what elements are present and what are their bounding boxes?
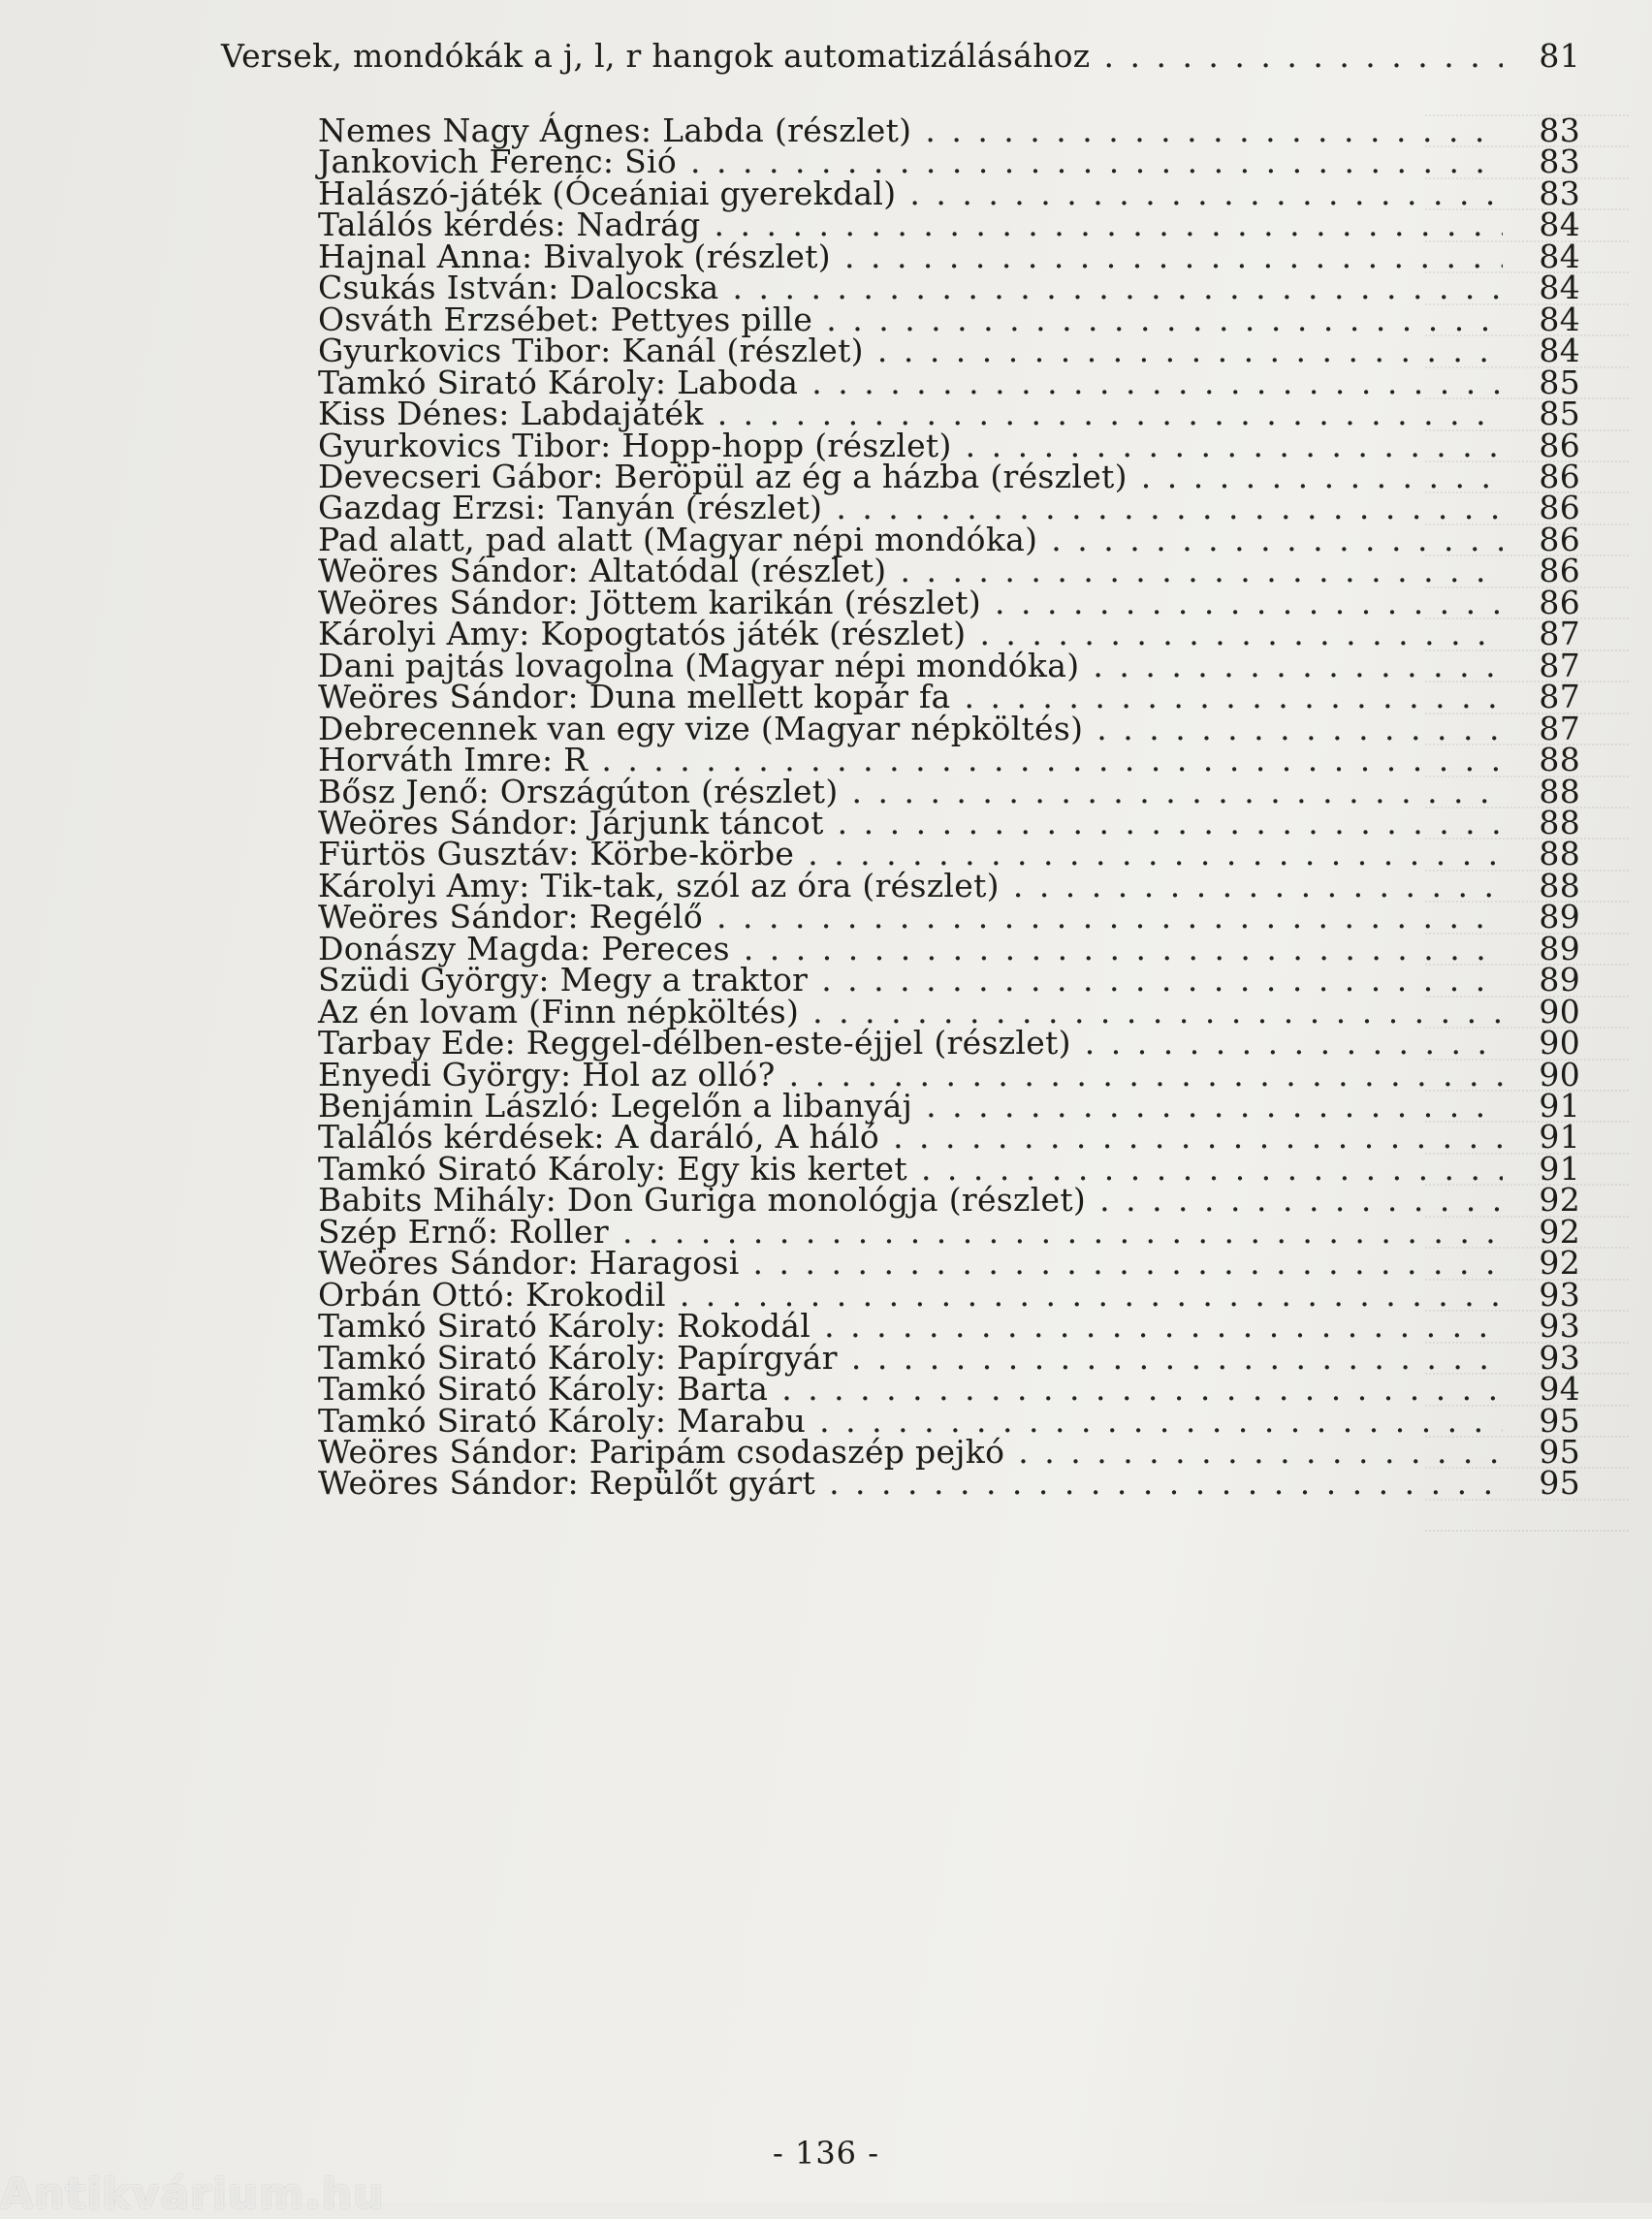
toc-entry (318, 1464, 1580, 1503)
entry-page-number: 94 (1539, 1370, 1580, 1408)
entry-title: Weöres Sándor: Repülőt gyárt (318, 1464, 816, 1503)
show-through-mark (1425, 744, 1629, 746)
entry-page-number: 84 (1539, 300, 1580, 338)
watermark-logo: Antikvárium.hu (0, 2170, 385, 2219)
entry-page-number: 83 (1539, 174, 1580, 212)
entry-title: Orbán Ottó: Krokodil (318, 1275, 666, 1314)
section-page-number: 81 (1539, 37, 1580, 75)
entry-page-number: 87 (1539, 678, 1580, 716)
entry-title: Tamkó Sirató Károly: Egy kis kertet (318, 1149, 907, 1188)
entry-page-number: 87 (1539, 615, 1580, 653)
entry-page-number: 90 (1539, 992, 1580, 1030)
show-through-mark (1425, 964, 1629, 967)
entry-title: Találós kérdések: A daráló, A háló (318, 1118, 880, 1157)
show-through-mark (1425, 460, 1629, 463)
entry-page-number: 92 (1539, 1244, 1580, 1283)
dot-leader (829, 1464, 1503, 1503)
entry-page-number: 88 (1539, 741, 1580, 778)
show-through-mark (1425, 303, 1629, 306)
entry-page-number: 93 (1539, 1275, 1580, 1314)
show-through-mark (1425, 1342, 1629, 1345)
entry-title: Gyurkovics Tibor: Hopp-hopp (részlet) (318, 426, 952, 464)
show-through-mark (1425, 491, 1629, 494)
entry-title: Tamkó Sirató Károly: Marabu (318, 1401, 807, 1440)
entry-title: Enyedi György: Hol az olló? (318, 1055, 776, 1094)
show-through-mark (1425, 334, 1629, 337)
entry-page-number: 84 (1539, 332, 1580, 370)
show-through-mark (1425, 397, 1629, 400)
entry-title: Találós kérdés: Nadrág (318, 206, 701, 244)
show-through-mark (1425, 240, 1629, 243)
entry-title: Osváth Erzsébet: Pettyes pille (318, 300, 813, 338)
entry-title: Fürtös Gusztáv: Körbe-körbe (318, 835, 795, 873)
entry-page-number: 84 (1539, 269, 1580, 307)
entry-page-number: 84 (1539, 237, 1580, 275)
show-through-mark (1425, 650, 1629, 652)
entry-title: Gyurkovics Tibor: Kanál (részlet) (318, 332, 864, 370)
entry-title: Dani pajtás lovagolna (Magyar népi mondóka) (318, 646, 1080, 684)
entry-page-number: 85 (1539, 395, 1580, 433)
entry-page-number: 91 (1539, 1149, 1580, 1188)
show-through-mark (1425, 838, 1629, 840)
show-through-mark (1425, 145, 1629, 148)
entry-title: Weöres Sándor: Altatódal (részlet) (318, 552, 887, 590)
show-through-mark (1425, 618, 1629, 620)
show-through-mark (1425, 1279, 1629, 1282)
entry-page-number: 86 (1539, 458, 1580, 495)
entry-title: Weöres Sándor: Haragosi (318, 1244, 740, 1283)
entry-page-number: 85 (1539, 363, 1580, 401)
entry-title: Hajnal Anna: Bivalyok (részlet) (318, 237, 831, 275)
show-through-mark (1425, 1121, 1629, 1124)
show-through-mark (1425, 523, 1629, 526)
entry-title: Weöres Sándor: Duna mellett kopár fa (318, 678, 951, 716)
show-through-mark (1425, 933, 1629, 935)
entry-title: Szüdi György: Megy a traktor (318, 961, 809, 999)
entry-title: Csukás István: Dalocska (318, 269, 719, 307)
entry-title: Horváth Imre: R (318, 741, 588, 778)
show-through-mark (1425, 1027, 1629, 1030)
entry-title: Tamkó Sirató Károly: Barta (318, 1370, 769, 1408)
show-through-mark (1425, 208, 1629, 211)
entry-title: Nemes Nagy Ágnes: Labda (részlet) (318, 111, 912, 149)
entry-page-number: 95 (1539, 1432, 1580, 1471)
show-through-mark (1425, 1373, 1629, 1376)
show-through-mark (1425, 901, 1629, 903)
entry-title: Az én lovam (Finn népköltés) (318, 992, 800, 1030)
show-through-mark (1425, 429, 1629, 432)
entry-page-number: 93 (1539, 1338, 1580, 1377)
entry-title: Weöres Sándor: Jöttem karikán (részlet) (318, 583, 982, 621)
entry-page-number: 89 (1539, 929, 1580, 967)
entry-title: Devecseri Gábor: Beröpül az ég a házba (részlet) (318, 458, 1128, 495)
entry-title: Weöres Sándor: Paripám csodaszép pejkó (318, 1432, 1005, 1471)
show-through-mark (1425, 776, 1629, 778)
entry-page-number: 88 (1539, 803, 1580, 841)
show-through-mark (1425, 1090, 1629, 1093)
entry-page-number: 86 (1539, 520, 1580, 558)
show-through-mark (1425, 1499, 1629, 1502)
show-through-mark (1425, 1247, 1629, 1250)
entry-page-number: 84 (1539, 206, 1580, 244)
show-through-mark (1425, 586, 1629, 589)
entry-title: Donászy Magda: Pereces (318, 929, 730, 967)
entry-page-number: 92 (1539, 1212, 1580, 1251)
entry-title: Weöres Sándor: Regélő (318, 898, 704, 936)
entry-title: Szép Ernő: Roller (318, 1212, 609, 1251)
show-through-mark (1425, 1467, 1629, 1470)
entry-page-number: 91 (1539, 1118, 1580, 1157)
entry-title: Tamkó Sirató Károly: Papírgyár (318, 1338, 838, 1377)
entry-page-number: 88 (1539, 866, 1580, 904)
entry-page-number: 87 (1539, 709, 1580, 747)
entry-page-number: 88 (1539, 835, 1580, 873)
show-through-mark (1425, 1405, 1629, 1408)
entry-page-number: 86 (1539, 583, 1580, 621)
show-through-mark (1425, 1530, 1629, 1533)
entry-title: Benjámin László: Legelőn a libanyáj (318, 1087, 913, 1125)
entry-page-number: 95 (1539, 1464, 1580, 1503)
toc-section-heading (221, 37, 1580, 76)
show-through-mark (1425, 271, 1629, 274)
entry-title: Pad alatt, pad alatt (Magyar népi mondóka) (318, 520, 1038, 558)
entry-page-number: 95 (1539, 1401, 1580, 1440)
entry-page-number: 93 (1539, 1307, 1580, 1346)
entry-title: Tamkó Sirató Károly: Rokodál (318, 1307, 811, 1346)
entry-page-number: 87 (1539, 646, 1580, 684)
entry-title: Weöres Sándor: Járjunk táncot (318, 803, 824, 841)
entry-page-number: 86 (1539, 489, 1580, 527)
entry-title: Halászó-játék (Óceániai gyerekdal) (318, 174, 897, 212)
show-through-mark (1425, 1310, 1629, 1313)
entry-title: Bősz Jenő: Országúton (részlet) (318, 772, 839, 810)
entry-title: Debrecennek van egy vize (Magyar népköltés) (318, 709, 1084, 747)
show-through-mark (1425, 713, 1629, 715)
entry-page-number: 83 (1539, 111, 1580, 149)
show-through-mark (1425, 996, 1629, 999)
dot-leader (1104, 37, 1504, 76)
show-through-mark (1425, 177, 1629, 180)
entry-page-number: 86 (1539, 552, 1580, 590)
show-through-mark (1425, 870, 1629, 872)
show-through-mark (1425, 1436, 1629, 1439)
entry-page-number: 90 (1539, 1055, 1580, 1094)
entry-page-number: 90 (1539, 1024, 1580, 1062)
entry-title: Károlyi Amy: Kopogtatós játék (részlet) (318, 615, 967, 653)
section-title: Versek, mondókák a j, l, r hangok automatizálásához (221, 37, 1091, 75)
entry-page-number: 91 (1539, 1087, 1580, 1125)
show-through-mark (1425, 807, 1629, 809)
entry-title: Babits Mihály: Don Guriga monológja (részlet) (318, 1181, 1087, 1220)
entry-page-number: 89 (1539, 961, 1580, 999)
entry-title: Kiss Dénes: Labdajáték (318, 395, 704, 433)
show-through-mark (1425, 1059, 1629, 1062)
show-through-mark (1425, 114, 1629, 117)
entry-title: Tarbay Ede: Reggel-délben-este-éjjel (részlet) (318, 1024, 1071, 1062)
entry-page-number: 92 (1539, 1181, 1580, 1220)
show-through-mark (1425, 681, 1629, 683)
page-number-footer: - 136 - (772, 2135, 880, 2171)
entry-page-number: 88 (1539, 772, 1580, 810)
entry-title: Gazdag Erzsi: Tanyán (részlet) (318, 489, 823, 527)
show-through-mark (1425, 1153, 1629, 1156)
entry-title: Károlyi Amy: Tik-tak, szól az óra (részlet) (318, 866, 1000, 904)
entry-page-number: 86 (1539, 426, 1580, 464)
entry-page-number: 89 (1539, 898, 1580, 936)
show-through-mark (1425, 1184, 1629, 1187)
entry-title: Jankovich Ferenc: Sió (318, 143, 678, 181)
entry-page-number: 83 (1539, 143, 1580, 181)
show-through-mark (1425, 1216, 1629, 1219)
show-through-mark (1425, 555, 1629, 557)
entry-title: Tamkó Sirató Károly: Laboda (318, 363, 799, 401)
show-through-mark (1425, 366, 1629, 369)
